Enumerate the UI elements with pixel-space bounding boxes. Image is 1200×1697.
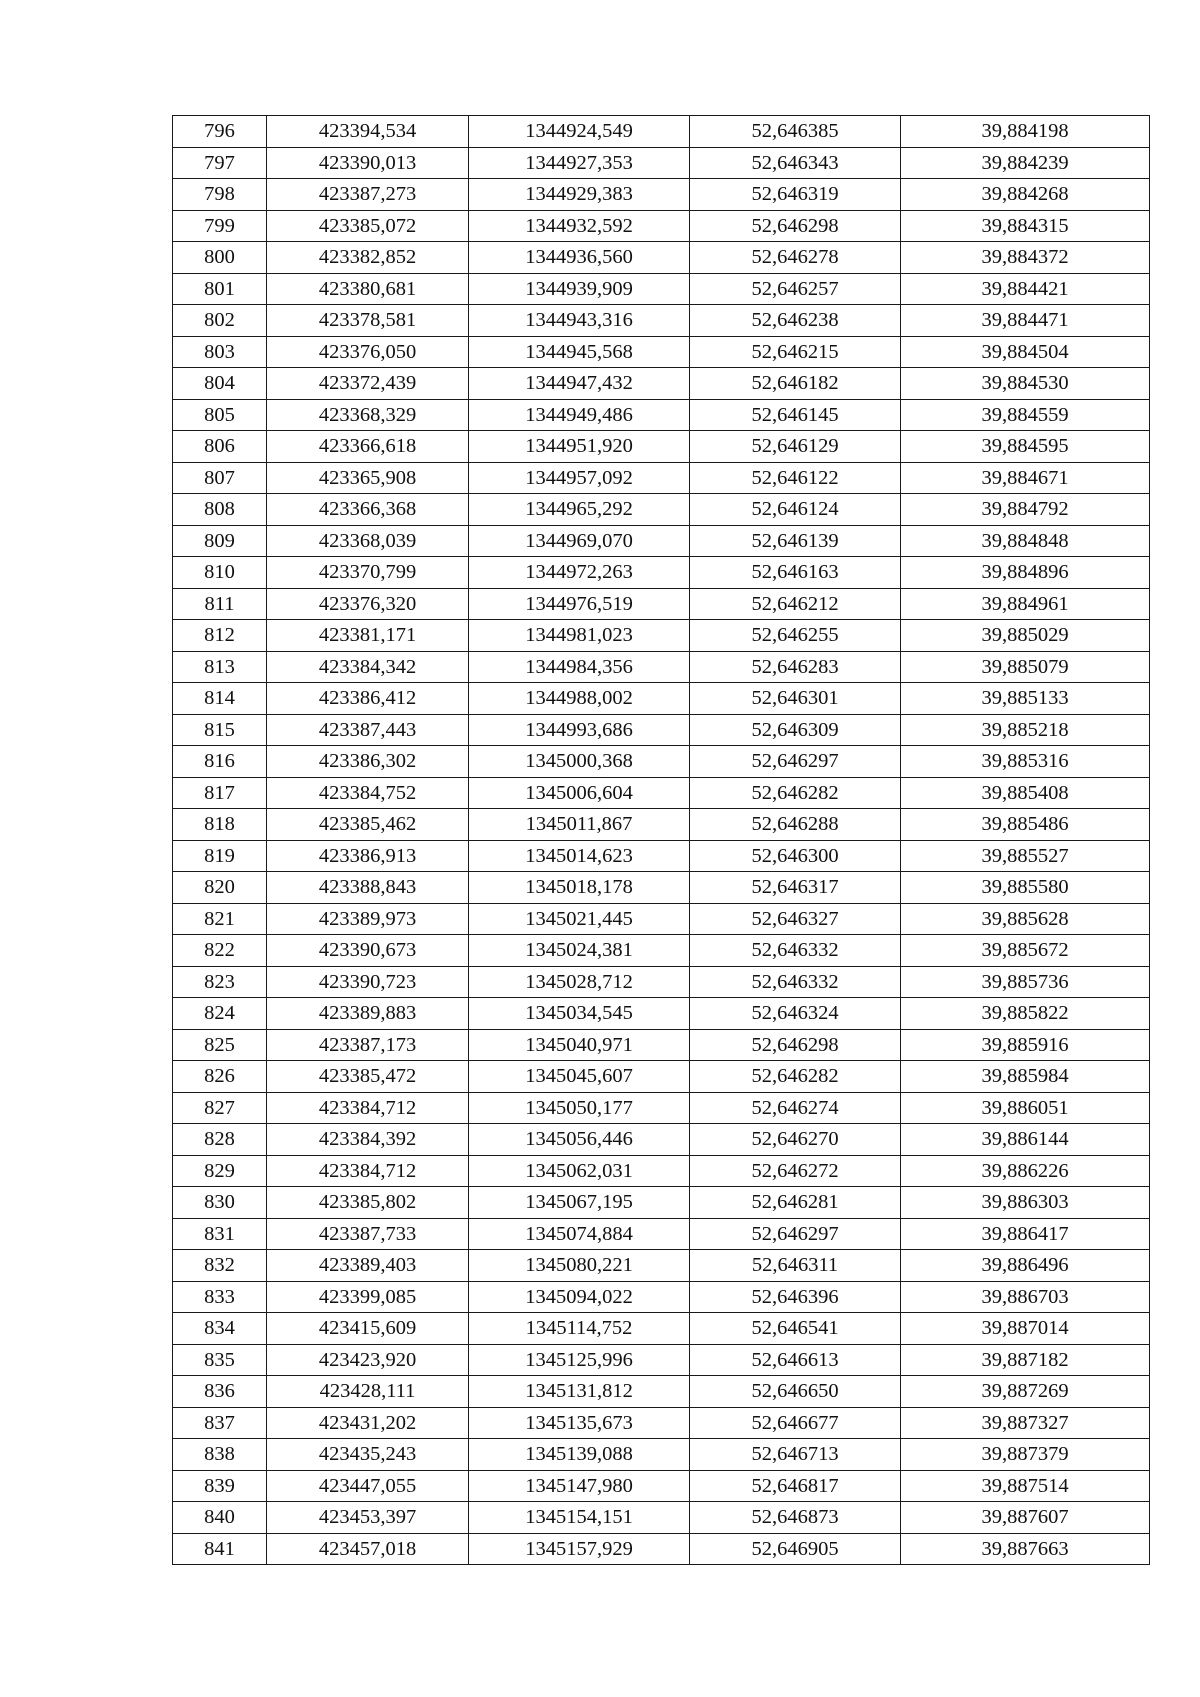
point-number-cell: 803: [173, 336, 267, 368]
latitude-cell: 52,646283: [690, 651, 901, 683]
y-coordinate-cell: 1345154,151: [469, 1502, 690, 1534]
y-coordinate-cell: 1345131,812: [469, 1376, 690, 1408]
table-row: [173, 588, 1150, 620]
point-number-cell: 835: [173, 1344, 267, 1376]
x-coordinate-cell: 423457,018: [267, 1533, 469, 1565]
latitude-cell: 52,646124: [690, 494, 901, 526]
longitude-cell: 39,884792: [901, 494, 1150, 526]
y-coordinate-cell: 1345034,545: [469, 998, 690, 1030]
y-coordinate-cell: 1345125,996: [469, 1344, 690, 1376]
latitude-cell: 52,646677: [690, 1407, 901, 1439]
point-number-cell: 800: [173, 242, 267, 274]
x-coordinate-cell: 423385,802: [267, 1187, 469, 1219]
y-coordinate-cell: 1344969,070: [469, 525, 690, 557]
longitude-cell: 39,884530: [901, 368, 1150, 400]
y-coordinate-cell: 1345080,221: [469, 1250, 690, 1282]
longitude-cell: 39,885316: [901, 746, 1150, 778]
x-coordinate-cell: 423366,618: [267, 431, 469, 463]
y-coordinate-cell: 1344981,023: [469, 620, 690, 652]
longitude-cell: 39,885984: [901, 1061, 1150, 1093]
x-coordinate-cell: 423394,534: [267, 116, 469, 148]
x-coordinate-cell: 423389,973: [267, 903, 469, 935]
longitude-cell: 39,884471: [901, 305, 1150, 337]
x-coordinate-cell: 423366,368: [267, 494, 469, 526]
longitude-cell: 39,885408: [901, 777, 1150, 809]
y-coordinate-cell: 1345067,195: [469, 1187, 690, 1219]
latitude-cell: 52,646298: [690, 210, 901, 242]
x-coordinate-cell: 423387,273: [267, 179, 469, 211]
point-number-cell: 804: [173, 368, 267, 400]
table-row: [173, 116, 1150, 148]
table-row: [173, 1439, 1150, 1471]
latitude-cell: 52,646270: [690, 1124, 901, 1156]
point-number-cell: 840: [173, 1502, 267, 1534]
latitude-cell: 52,646212: [690, 588, 901, 620]
y-coordinate-cell: 1344939,909: [469, 273, 690, 305]
x-coordinate-cell: 423372,439: [267, 368, 469, 400]
latitude-cell: 52,646311: [690, 1250, 901, 1282]
table-row: [173, 714, 1150, 746]
x-coordinate-cell: 423390,673: [267, 935, 469, 967]
y-coordinate-cell: 1345147,980: [469, 1470, 690, 1502]
point-number-cell: 823: [173, 966, 267, 998]
point-number-cell: 813: [173, 651, 267, 683]
point-number-cell: 812: [173, 620, 267, 652]
y-coordinate-cell: 1345021,445: [469, 903, 690, 935]
x-coordinate-cell: 423435,243: [267, 1439, 469, 1471]
y-coordinate-cell: 1345139,088: [469, 1439, 690, 1471]
point-number-cell: 832: [173, 1250, 267, 1282]
table-row: [173, 1470, 1150, 1502]
latitude-cell: 52,646122: [690, 462, 901, 494]
table-row: [173, 966, 1150, 998]
x-coordinate-cell: 423384,392: [267, 1124, 469, 1156]
point-number-cell: 797: [173, 147, 267, 179]
point-number-cell: 841: [173, 1533, 267, 1565]
point-number-cell: 837: [173, 1407, 267, 1439]
table-row: [173, 746, 1150, 778]
y-coordinate-cell: 1345056,446: [469, 1124, 690, 1156]
y-coordinate-cell: 1345014,623: [469, 840, 690, 872]
table-row: [173, 368, 1150, 400]
y-coordinate-cell: 1344965,292: [469, 494, 690, 526]
latitude-cell: 52,646282: [690, 1061, 901, 1093]
latitude-cell: 52,646274: [690, 1092, 901, 1124]
latitude-cell: 52,646300: [690, 840, 901, 872]
table-row: [173, 1376, 1150, 1408]
point-number-cell: 806: [173, 431, 267, 463]
latitude-cell: 52,646255: [690, 620, 901, 652]
longitude-cell: 39,884421: [901, 273, 1150, 305]
table-row: [173, 683, 1150, 715]
point-number-cell: 811: [173, 588, 267, 620]
latitude-cell: 52,646319: [690, 179, 901, 211]
x-coordinate-cell: 423386,412: [267, 683, 469, 715]
table-row: [173, 399, 1150, 431]
x-coordinate-cell: 423385,462: [267, 809, 469, 841]
y-coordinate-cell: 1344951,920: [469, 431, 690, 463]
x-coordinate-cell: 423380,681: [267, 273, 469, 305]
point-number-cell: 807: [173, 462, 267, 494]
x-coordinate-cell: 423376,050: [267, 336, 469, 368]
longitude-cell: 39,886417: [901, 1218, 1150, 1250]
x-coordinate-cell: 423389,883: [267, 998, 469, 1030]
table-row: [173, 210, 1150, 242]
y-coordinate-cell: 1344924,549: [469, 116, 690, 148]
longitude-cell: 39,884198: [901, 116, 1150, 148]
y-coordinate-cell: 1345011,867: [469, 809, 690, 841]
longitude-cell: 39,887607: [901, 1502, 1150, 1534]
y-coordinate-cell: 1345062,031: [469, 1155, 690, 1187]
latitude-cell: 52,646613: [690, 1344, 901, 1376]
longitude-cell: 39,886051: [901, 1092, 1150, 1124]
point-number-cell: 796: [173, 116, 267, 148]
table-row: [173, 179, 1150, 211]
y-coordinate-cell: 1345050,177: [469, 1092, 690, 1124]
x-coordinate-cell: 423384,712: [267, 1092, 469, 1124]
x-coordinate-cell: 423385,472: [267, 1061, 469, 1093]
table-row: [173, 273, 1150, 305]
x-coordinate-cell: 423368,329: [267, 399, 469, 431]
x-coordinate-cell: 423390,013: [267, 147, 469, 179]
longitude-cell: 39,885029: [901, 620, 1150, 652]
table-row: [173, 431, 1150, 463]
point-number-cell: 802: [173, 305, 267, 337]
x-coordinate-cell: 423370,799: [267, 557, 469, 589]
x-coordinate-cell: 423376,320: [267, 588, 469, 620]
x-coordinate-cell: 423381,171: [267, 620, 469, 652]
table-row: [173, 1407, 1150, 1439]
point-number-cell: 827: [173, 1092, 267, 1124]
latitude-cell: 52,646297: [690, 1218, 901, 1250]
longitude-cell: 39,884559: [901, 399, 1150, 431]
table-row: [173, 147, 1150, 179]
point-number-cell: 817: [173, 777, 267, 809]
x-coordinate-cell: 423384,712: [267, 1155, 469, 1187]
table-row: [173, 1313, 1150, 1345]
longitude-cell: 39,887514: [901, 1470, 1150, 1502]
point-number-cell: 810: [173, 557, 267, 589]
table-row: [173, 777, 1150, 809]
table-row: [173, 525, 1150, 557]
latitude-cell: 52,646215: [690, 336, 901, 368]
point-number-cell: 814: [173, 683, 267, 715]
y-coordinate-cell: 1345114,752: [469, 1313, 690, 1345]
point-number-cell: 819: [173, 840, 267, 872]
x-coordinate-cell: 423384,342: [267, 651, 469, 683]
y-coordinate-cell: 1344947,432: [469, 368, 690, 400]
longitude-cell: 39,885580: [901, 872, 1150, 904]
table-row: [173, 872, 1150, 904]
y-coordinate-cell: 1344945,568: [469, 336, 690, 368]
longitude-cell: 39,885486: [901, 809, 1150, 841]
latitude-cell: 52,646297: [690, 746, 901, 778]
latitude-cell: 52,646257: [690, 273, 901, 305]
point-number-cell: 821: [173, 903, 267, 935]
table-row: [173, 1029, 1150, 1061]
table-row: [173, 1187, 1150, 1219]
longitude-cell: 39,884315: [901, 210, 1150, 242]
y-coordinate-cell: 1345000,368: [469, 746, 690, 778]
x-coordinate-cell: 423431,202: [267, 1407, 469, 1439]
y-coordinate-cell: 1344976,519: [469, 588, 690, 620]
latitude-cell: 52,646182: [690, 368, 901, 400]
longitude-cell: 39,887014: [901, 1313, 1150, 1345]
longitude-cell: 39,887269: [901, 1376, 1150, 1408]
point-number-cell: 836: [173, 1376, 267, 1408]
y-coordinate-cell: 1345018,178: [469, 872, 690, 904]
table-row: [173, 494, 1150, 526]
longitude-cell: 39,884896: [901, 557, 1150, 589]
x-coordinate-cell: 423378,581: [267, 305, 469, 337]
latitude-cell: 52,646713: [690, 1439, 901, 1471]
longitude-cell: 39,886144: [901, 1124, 1150, 1156]
point-number-cell: 834: [173, 1313, 267, 1345]
latitude-cell: 52,646281: [690, 1187, 901, 1219]
table-row: [173, 1281, 1150, 1313]
y-coordinate-cell: 1345006,604: [469, 777, 690, 809]
latitude-cell: 52,646282: [690, 777, 901, 809]
latitude-cell: 52,646817: [690, 1470, 901, 1502]
table-row: [173, 557, 1150, 589]
y-coordinate-cell: 1344936,560: [469, 242, 690, 274]
longitude-cell: 39,887663: [901, 1533, 1150, 1565]
point-number-cell: 798: [173, 179, 267, 211]
longitude-cell: 39,885916: [901, 1029, 1150, 1061]
longitude-cell: 39,884504: [901, 336, 1150, 368]
x-coordinate-cell: 423385,072: [267, 210, 469, 242]
longitude-cell: 39,884595: [901, 431, 1150, 463]
latitude-cell: 52,646301: [690, 683, 901, 715]
point-number-cell: 825: [173, 1029, 267, 1061]
point-number-cell: 822: [173, 935, 267, 967]
table-row: [173, 935, 1150, 967]
table-row: [173, 1502, 1150, 1534]
longitude-cell: 39,887327: [901, 1407, 1150, 1439]
y-coordinate-cell: 1345045,607: [469, 1061, 690, 1093]
latitude-cell: 52,646288: [690, 809, 901, 841]
longitude-cell: 39,885822: [901, 998, 1150, 1030]
coordinates-table-body: [173, 116, 1150, 1565]
table-row: [173, 1155, 1150, 1187]
point-number-cell: 830: [173, 1187, 267, 1219]
longitude-cell: 39,884372: [901, 242, 1150, 274]
y-coordinate-cell: 1344957,092: [469, 462, 690, 494]
latitude-cell: 52,646541: [690, 1313, 901, 1345]
latitude-cell: 52,646309: [690, 714, 901, 746]
y-coordinate-cell: 1344949,486: [469, 399, 690, 431]
table-row: [173, 1533, 1150, 1565]
x-coordinate-cell: 423399,085: [267, 1281, 469, 1313]
y-coordinate-cell: 1344988,002: [469, 683, 690, 715]
x-coordinate-cell: 423365,908: [267, 462, 469, 494]
table-row: [173, 840, 1150, 872]
x-coordinate-cell: 423390,723: [267, 966, 469, 998]
x-coordinate-cell: 423388,843: [267, 872, 469, 904]
latitude-cell: 52,646139: [690, 525, 901, 557]
latitude-cell: 52,646272: [690, 1155, 901, 1187]
y-coordinate-cell: 1345094,022: [469, 1281, 690, 1313]
latitude-cell: 52,646327: [690, 903, 901, 935]
longitude-cell: 39,885628: [901, 903, 1150, 935]
point-number-cell: 805: [173, 399, 267, 431]
x-coordinate-cell: 423423,920: [267, 1344, 469, 1376]
table-row: [173, 1061, 1150, 1093]
point-number-cell: 815: [173, 714, 267, 746]
x-coordinate-cell: 423428,111: [267, 1376, 469, 1408]
y-coordinate-cell: 1344943,316: [469, 305, 690, 337]
table-row: [173, 620, 1150, 652]
table-row: [173, 462, 1150, 494]
x-coordinate-cell: 423386,302: [267, 746, 469, 778]
table-row: [173, 1218, 1150, 1250]
latitude-cell: 52,646317: [690, 872, 901, 904]
point-number-cell: 831: [173, 1218, 267, 1250]
longitude-cell: 39,885133: [901, 683, 1150, 715]
latitude-cell: 52,646332: [690, 966, 901, 998]
point-number-cell: 838: [173, 1439, 267, 1471]
y-coordinate-cell: 1345074,884: [469, 1218, 690, 1250]
longitude-cell: 39,884848: [901, 525, 1150, 557]
y-coordinate-cell: 1344927,353: [469, 147, 690, 179]
x-coordinate-cell: 423368,039: [267, 525, 469, 557]
y-coordinate-cell: 1345024,381: [469, 935, 690, 967]
x-coordinate-cell: 423453,397: [267, 1502, 469, 1534]
y-coordinate-cell: 1345028,712: [469, 966, 690, 998]
latitude-cell: 52,646298: [690, 1029, 901, 1061]
point-number-cell: 826: [173, 1061, 267, 1093]
y-coordinate-cell: 1344993,686: [469, 714, 690, 746]
latitude-cell: 52,646278: [690, 242, 901, 274]
point-number-cell: 829: [173, 1155, 267, 1187]
y-coordinate-cell: 1344929,383: [469, 179, 690, 211]
table-row: [173, 336, 1150, 368]
longitude-cell: 39,886703: [901, 1281, 1150, 1313]
latitude-cell: 52,646396: [690, 1281, 901, 1313]
latitude-cell: 52,646343: [690, 147, 901, 179]
table-row: [173, 1344, 1150, 1376]
point-number-cell: 820: [173, 872, 267, 904]
y-coordinate-cell: 1344972,263: [469, 557, 690, 589]
longitude-cell: 39,885736: [901, 966, 1150, 998]
longitude-cell: 39,884961: [901, 588, 1150, 620]
y-coordinate-cell: 1344984,356: [469, 651, 690, 683]
table-row: [173, 1092, 1150, 1124]
table-row: [173, 305, 1150, 337]
y-coordinate-cell: 1344932,592: [469, 210, 690, 242]
y-coordinate-cell: 1345157,929: [469, 1533, 690, 1565]
longitude-cell: 39,887379: [901, 1439, 1150, 1471]
latitude-cell: 52,646650: [690, 1376, 901, 1408]
longitude-cell: 39,884239: [901, 147, 1150, 179]
latitude-cell: 52,646332: [690, 935, 901, 967]
y-coordinate-cell: 1345040,971: [469, 1029, 690, 1061]
table-row: [173, 242, 1150, 274]
latitude-cell: 52,646873: [690, 1502, 901, 1534]
latitude-cell: 52,646129: [690, 431, 901, 463]
table-row: [173, 903, 1150, 935]
longitude-cell: 39,885527: [901, 840, 1150, 872]
point-number-cell: 799: [173, 210, 267, 242]
latitude-cell: 52,646238: [690, 305, 901, 337]
table-row: [173, 998, 1150, 1030]
longitude-cell: 39,885079: [901, 651, 1150, 683]
table-row: [173, 1250, 1150, 1282]
table-row: [173, 651, 1150, 683]
point-number-cell: 833: [173, 1281, 267, 1313]
x-coordinate-cell: 423447,055: [267, 1470, 469, 1502]
latitude-cell: 52,646905: [690, 1533, 901, 1565]
latitude-cell: 52,646163: [690, 557, 901, 589]
coordinates-table: [172, 115, 1150, 1565]
point-number-cell: 816: [173, 746, 267, 778]
longitude-cell: 39,887182: [901, 1344, 1150, 1376]
longitude-cell: 39,885672: [901, 935, 1150, 967]
point-number-cell: 839: [173, 1470, 267, 1502]
longitude-cell: 39,886496: [901, 1250, 1150, 1282]
x-coordinate-cell: 423387,173: [267, 1029, 469, 1061]
x-coordinate-cell: 423382,852: [267, 242, 469, 274]
longitude-cell: 39,885218: [901, 714, 1150, 746]
point-number-cell: 808: [173, 494, 267, 526]
x-coordinate-cell: 423387,733: [267, 1218, 469, 1250]
x-coordinate-cell: 423386,913: [267, 840, 469, 872]
point-number-cell: 801: [173, 273, 267, 305]
longitude-cell: 39,884671: [901, 462, 1150, 494]
table-row: [173, 1124, 1150, 1156]
point-number-cell: 824: [173, 998, 267, 1030]
x-coordinate-cell: 423384,752: [267, 777, 469, 809]
table-row: [173, 809, 1150, 841]
longitude-cell: 39,886303: [901, 1187, 1150, 1219]
x-coordinate-cell: 423387,443: [267, 714, 469, 746]
latitude-cell: 52,646324: [690, 998, 901, 1030]
longitude-cell: 39,886226: [901, 1155, 1150, 1187]
x-coordinate-cell: 423415,609: [267, 1313, 469, 1345]
point-number-cell: 828: [173, 1124, 267, 1156]
longitude-cell: 39,884268: [901, 179, 1150, 211]
x-coordinate-cell: 423389,403: [267, 1250, 469, 1282]
y-coordinate-cell: 1345135,673: [469, 1407, 690, 1439]
latitude-cell: 52,646145: [690, 399, 901, 431]
latitude-cell: 52,646385: [690, 116, 901, 148]
point-number-cell: 818: [173, 809, 267, 841]
point-number-cell: 809: [173, 525, 267, 557]
